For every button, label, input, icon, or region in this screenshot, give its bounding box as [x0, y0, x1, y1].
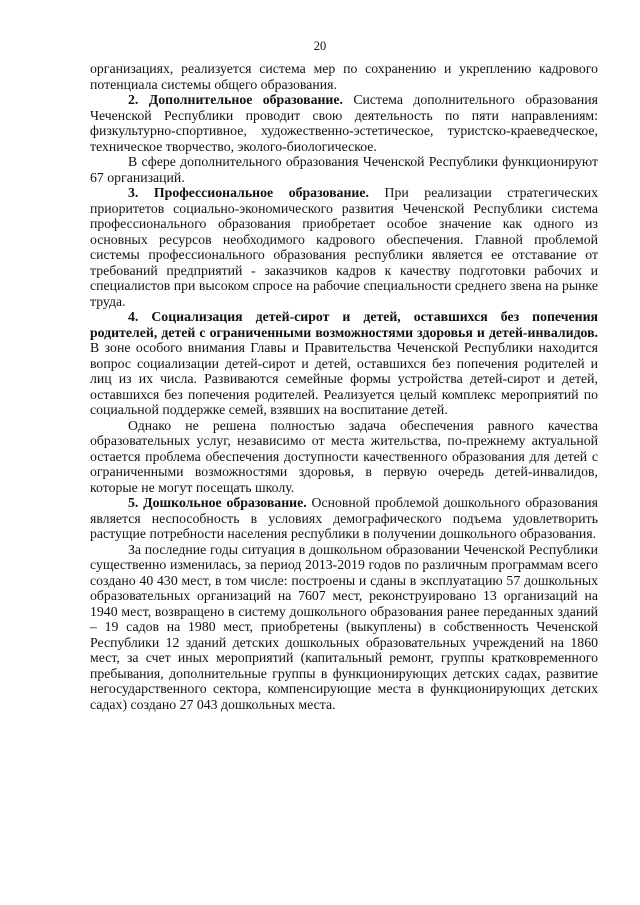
paragraph-text: Система дополнительного образования Чеченской Республики проводит свою деятельность по пяти направлениям: физкультурно-спортивное, художественно-эстетическое, туристско-краеведческое, техническое творчество, эколого-биологическое. [90, 92, 598, 154]
paragraph-text: За последние годы ситуация в дошкольном образовании Чеченской Республики существенно изменилась, за период 2013-2019 годов по различным программам всего создано 40 430 мест, в том числе: построены и сданы в эксплуатацию 57 дошкольных образовательных организаций на 7607 мест, реконструировано 13 организаций на 1940 мест, возвращено в систему дошкольного образования ранее переданных зданий – 19 садов на 1980 мест, приобретены (выкуплены) в собственность Чеченской Республики 12 зданий детских дошкольных образовательных учреждений на 1860 мест, за счет иных мероприятий (капитальный ремонт, группы кратковременного пребывания, дополнительные группы в функционирующих детских садах, развитие негосударственного сектора, компенсирующие места в функционирующих детских садах) создано 27 043 дошкольных места. [90, 541, 598, 712]
paragraph-5 [90, 309, 598, 418]
paragraph-text: Однако не решена полностью задача обеспечения равного качества образовательных услуг, независимо от места жительства, по-прежнему актуальной остается проблема обеспечения доступности качественного образования для детей с ограниченными возможностями здоровья, в первую очередь детей-инвалидов, которые не могут посещать школу. [90, 417, 598, 495]
paragraph-1 [90, 61, 598, 92]
paragraph-3 [90, 154, 598, 185]
paragraph-6 [90, 418, 598, 496]
section-heading: 3. Профессиональное образование. [128, 185, 369, 200]
document-body [90, 61, 598, 712]
section-heading: 4. Социализация детей-сирот и детей, оставшихся без попечения родителей, детей с ограниченными возможностями здоровья и детей-инвалидов. [90, 309, 598, 340]
page-number: 20 [313, 39, 327, 53]
paragraph-text: В зоне особого внимания Главы и Правительства Чеченской Республики находится вопрос социализации детей-сирот и детей, оставшихся без попечения родителей и лиц из их числа. Развиваются семейные формы устройства детей-сирот и детей, оставшихся без попечения родителей. Реализуется целый комплекс мероприятий по социальной поддержке семей, взявших на воспитание детей. [90, 340, 598, 417]
paragraph-text: При реализации стратегических приоритетов социально-экономического развития Чеченской Республики система профессионального образования приобретает особое значение как одного из основных ресурсов необходимого кадрового обеспечения. Главной проблемой системы профессионального образования республики является ее отставание от требований предприятий - заказчиков кадров к качеству подготовки рабочих и специалистов при высоком спросе на рабочие специальности среднего звена на рынке труда. [90, 185, 599, 309]
paragraph-8 [90, 542, 598, 713]
paragraph-4 [90, 185, 598, 309]
paragraph-text: организациях, реализуется система мер по сохранению и укреплению кадрового потенциала системы общего образования. [90, 61, 598, 92]
paragraph-2 [90, 92, 598, 154]
section-heading: 2. Дополнительное образование. [128, 92, 343, 107]
paragraph-text: В сфере дополнительного образования Чеченской Республики функционируют 67 организаций. [90, 154, 598, 185]
paragraph-7 [90, 495, 598, 542]
paragraph-text: Основной проблемой дошкольного образования является неспособность в условиях демографического подъема удовлетворить растущие потребности населения республики в получении дошкольного образования. [90, 495, 599, 541]
section-heading: 5. Дошкольное образование. [128, 495, 307, 510]
